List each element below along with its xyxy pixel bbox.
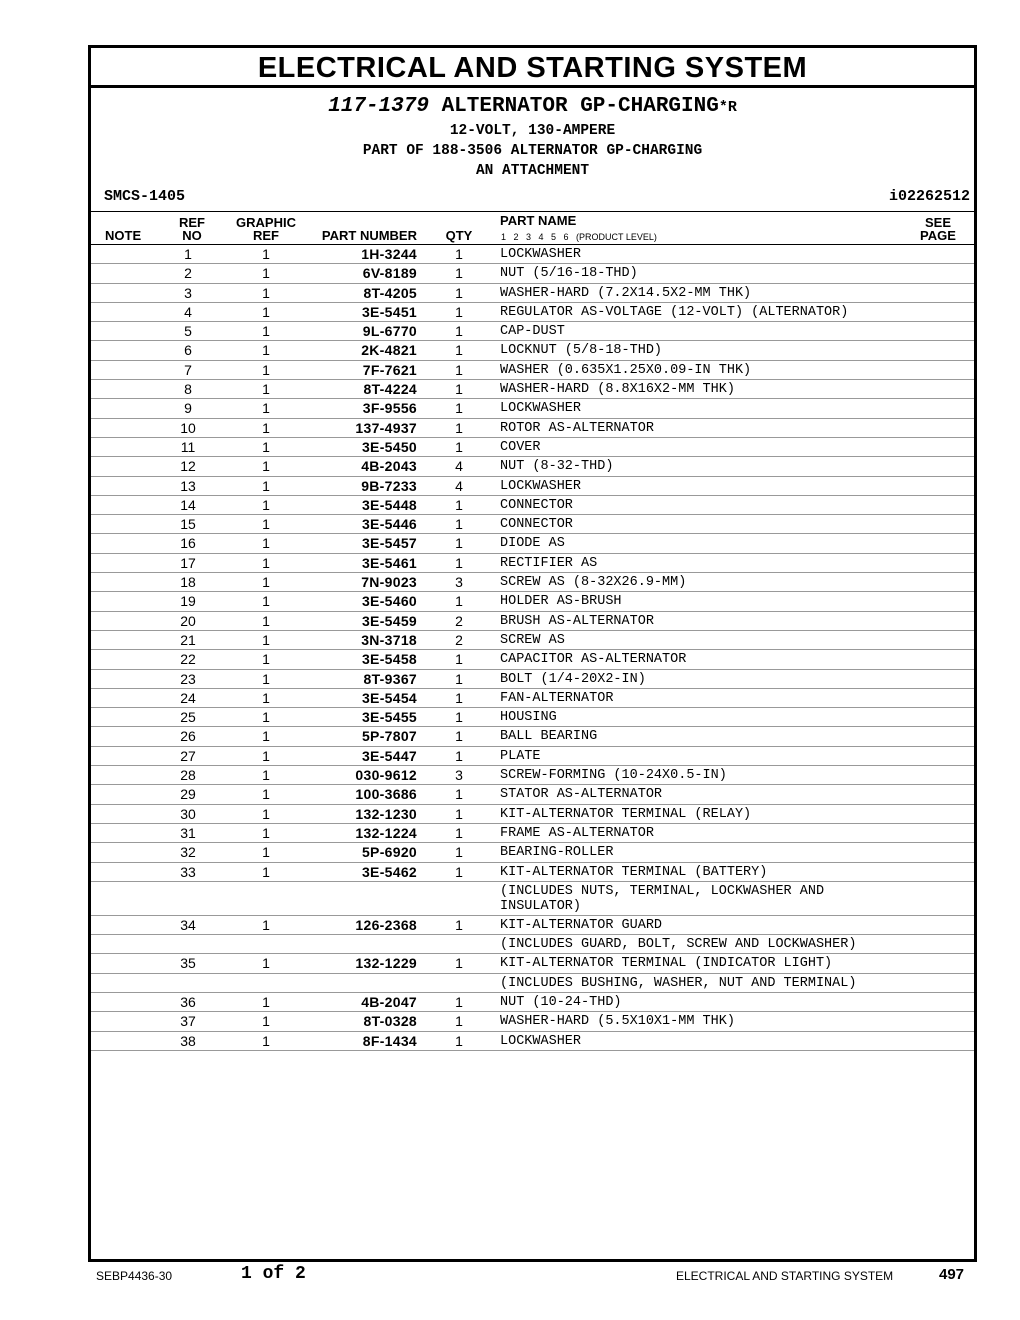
table-row	[91, 708, 974, 727]
part-name-cell: BOLT (1/4-20X2-IN)	[500, 671, 646, 687]
table-row	[91, 727, 974, 746]
part-number-cell: 126-2368	[355, 916, 417, 933]
qty-cell: 2	[455, 631, 463, 648]
ref-no-cell: 5	[184, 323, 192, 340]
graphic-ref-cell: 1	[262, 824, 270, 841]
part-number-cell: 8T-4224	[363, 381, 417, 398]
part-number-cell: 7N-9023	[361, 574, 417, 591]
qty-cell: 1	[455, 496, 463, 513]
part-name-cell: SCREW-FORMING (10-24X0.5-IN)	[500, 768, 727, 784]
col-see-header-top: SEE	[924, 215, 951, 230]
document-id: i02262512	[888, 188, 970, 205]
ref-no-cell: 14	[180, 496, 196, 513]
qty-cell: 1	[455, 535, 463, 552]
part-name-cell: LOCKWASHER	[500, 1033, 582, 1049]
section-title: ELECTRICAL AND STARTING SYSTEM	[91, 48, 974, 88]
qty-cell: 1	[455, 844, 463, 861]
part-name-cell: NUT (10-24-THD)	[500, 994, 622, 1010]
ref-no-cell: 32	[180, 844, 196, 861]
ref-no-cell: 33	[180, 863, 196, 880]
table-row	[91, 935, 974, 954]
table-row	[91, 303, 974, 322]
part-number-cell: 4B-2043	[361, 458, 417, 475]
part-name-cell: SCREW AS (8-32X26.9-MM)	[500, 575, 687, 591]
ref-no-cell: 22	[180, 651, 196, 668]
part-name-cell: NUT (8-32-THD)	[500, 459, 614, 475]
table-row	[91, 843, 974, 862]
ref-no-cell: 15	[180, 516, 196, 533]
col-part-name-header: PART NAME	[500, 213, 577, 228]
qty-cell: 4	[455, 477, 463, 494]
smcs-code: SMCS-1405	[104, 188, 186, 205]
graphic-ref-cell: 1	[262, 381, 270, 398]
table-row	[91, 399, 974, 418]
ref-no-cell: 17	[180, 554, 196, 571]
table-row	[91, 882, 974, 916]
qty-cell: 1	[455, 438, 463, 455]
table-row	[91, 573, 974, 592]
footer-page-of: 1 of 2	[241, 1264, 306, 1284]
ref-no-cell: 8	[184, 381, 192, 398]
qty-cell: 1	[455, 246, 463, 262]
ref-no-cell: 30	[180, 805, 196, 822]
qty-cell: 1	[455, 651, 463, 668]
graphic-ref-cell: 1	[262, 477, 270, 494]
table-row	[91, 1032, 974, 1051]
qty-cell: 1	[455, 400, 463, 417]
qty-cell: 1	[455, 554, 463, 571]
part-number-cell: 3E-5446	[361, 516, 417, 533]
ref-no-cell: 4	[184, 303, 192, 320]
part-name-cell: LOCKWASHER	[500, 247, 582, 262]
part-name-cell: DIODE AS	[500, 536, 565, 552]
part-name-cell: LOCKNUT (5/8-18-THD)	[500, 343, 663, 359]
graphic-ref-cell: 1	[262, 361, 270, 378]
part-name-cell: LOCKWASHER	[500, 478, 582, 494]
part-name-cell: KIT-ALTERNATOR GUARD	[500, 917, 663, 933]
group-part-number: 117-1379	[328, 95, 429, 118]
part-name-cell: KIT-ALTERNATOR TERMINAL (BATTERY)	[500, 864, 768, 880]
col-ref-header-top: REF	[179, 215, 205, 230]
table-row	[91, 974, 974, 993]
ref-no-cell: 6	[184, 342, 192, 359]
table-row	[91, 670, 974, 689]
table-row	[91, 341, 974, 360]
table-row	[91, 612, 974, 631]
part-name-cell: FAN-ALTERNATOR	[500, 690, 614, 706]
qty-cell: 2	[455, 612, 463, 629]
part-name-cell: CAPACITOR AS-ALTERNATOR	[500, 652, 687, 668]
graphic-ref-cell: 1	[262, 747, 270, 764]
table-row	[91, 592, 974, 611]
table-row	[91, 766, 974, 785]
ref-no-cell: 18	[180, 574, 196, 591]
part-number-cell: 132-1224	[355, 824, 417, 841]
part-number-cell: 132-1230	[355, 805, 417, 822]
table-row	[91, 438, 974, 457]
part-number-cell: 7F-7621	[362, 361, 417, 378]
col-part-number-header: PART NUMBER	[321, 228, 417, 243]
page-frame	[88, 45, 977, 1262]
graphic-ref-cell: 1	[262, 612, 270, 629]
graphic-ref-cell: 1	[262, 805, 270, 822]
ref-no-cell: 37	[180, 1013, 196, 1030]
part-number-cell: 3N-3718	[361, 631, 417, 648]
part-number-cell: 132-1229	[355, 955, 417, 972]
graphic-ref-cell: 1	[262, 709, 270, 726]
graphic-ref-cell: 1	[262, 516, 270, 533]
graphic-ref-cell: 1	[262, 342, 270, 359]
part-number-cell: 8T-0328	[363, 1013, 417, 1030]
ref-no-cell: 16	[180, 535, 196, 552]
col-graphic-header-bottom: REF	[253, 228, 279, 243]
qty-cell: 1	[455, 284, 463, 301]
qty-cell: 4	[455, 458, 463, 475]
table-row	[91, 322, 974, 341]
part-name-cell: REGULATOR AS-VOLTAGE (12-VOLT) (ALTERNATOR)	[500, 304, 849, 320]
ref-no-cell: 34	[180, 916, 196, 933]
qty-cell: 1	[455, 419, 463, 436]
graphic-ref-cell: 1	[262, 863, 270, 880]
col-graphic-header-top: GRAPHIC	[236, 215, 296, 230]
part-name-cell: PLATE	[500, 748, 541, 764]
part-name-cell: BRUSH AS-ALTERNATOR	[500, 613, 654, 629]
part-name-cell: CONNECTOR	[500, 497, 573, 513]
part-name-cell: LOCKWASHER	[500, 401, 582, 417]
product-level-header: 1 2 3 4 5 6 (PRODUCT LEVEL)	[501, 232, 657, 242]
graphic-ref-cell: 1	[262, 955, 270, 972]
part-number-cell: 3E-5451	[361, 303, 417, 320]
header-top-rule	[91, 211, 974, 212]
part-name-cell: BALL BEARING	[500, 729, 598, 745]
ref-no-cell: 19	[180, 593, 196, 610]
group-name: ALTERNATOR GP-CHARGING	[441, 95, 719, 118]
part-number-cell: 3E-5450	[361, 438, 417, 455]
graphic-ref-cell: 1	[262, 1032, 270, 1049]
ref-no-cell: 28	[180, 767, 196, 784]
graphic-ref-cell: 1	[262, 419, 270, 436]
qty-cell: 1	[455, 728, 463, 745]
ref-no-cell: 24	[180, 689, 196, 706]
qty-cell: 1	[455, 593, 463, 610]
part-name-cell: COVER	[500, 439, 541, 455]
ref-no-cell: 2	[184, 265, 192, 282]
table-row	[91, 515, 974, 534]
qty-cell: 1	[455, 993, 463, 1010]
graphic-ref-cell: 1	[262, 400, 270, 417]
graphic-ref-cell: 1	[262, 767, 270, 784]
graphic-ref-cell: 1	[262, 496, 270, 513]
ref-no-cell: 20	[180, 612, 196, 629]
qty-cell: 1	[455, 342, 463, 359]
part-number-cell: 3E-5462	[361, 863, 417, 880]
part-number-cell: 3E-5458	[361, 651, 417, 668]
group-subtitle-1: 12-VOLT, 130-AMPERE	[449, 123, 616, 139]
qty-cell: 1	[455, 361, 463, 378]
qty-cell: 1	[455, 955, 463, 972]
table-row	[91, 785, 974, 804]
ref-no-cell: 3	[184, 284, 192, 301]
table-row	[91, 916, 974, 935]
ref-no-cell: 26	[180, 728, 196, 745]
graphic-ref-cell: 1	[262, 458, 270, 475]
graphic-ref-cell: 1	[262, 246, 270, 262]
ref-no-cell: 10	[180, 419, 196, 436]
qty-cell: 1	[455, 265, 463, 282]
table-row	[91, 1012, 974, 1031]
part-number-cell: 3E-5455	[361, 709, 417, 726]
qty-cell: 1	[455, 916, 463, 933]
graphic-ref-cell: 1	[262, 535, 270, 552]
qty-cell: 1	[455, 303, 463, 320]
table-row	[91, 496, 974, 515]
part-number-cell: 3E-5454	[361, 689, 417, 706]
part-name-cell: SCREW AS	[500, 632, 565, 648]
part-name-cell: KIT-ALTERNATOR TERMINAL (INDICATOR LIGHT)	[500, 956, 833, 972]
qty-cell: 3	[455, 767, 463, 784]
part-name-cell: BEARING-ROLLER	[500, 845, 614, 861]
qty-cell: 1	[455, 863, 463, 880]
footer-section: ELECTRICAL AND STARTING SYSTEM	[676, 1269, 894, 1283]
part-number-cell: 6V-8189	[362, 265, 417, 282]
qty-cell: 3	[455, 574, 463, 591]
graphic-ref-cell: 1	[262, 554, 270, 571]
ref-no-cell: 23	[180, 670, 196, 687]
graphic-ref-cell: 1	[262, 593, 270, 610]
group-title	[91, 94, 974, 121]
part-name-cell: WASHER (0.635X1.25X0.09-IN THK)	[500, 362, 752, 378]
part-number-cell: 3E-5460	[361, 593, 417, 610]
graphic-ref-cell: 1	[262, 844, 270, 861]
group-subtitle-3: AN ATTACHMENT	[475, 163, 590, 179]
part-name-cell: HOLDER AS-BRUSH	[500, 594, 622, 610]
col-ref-header-bottom: NO	[182, 228, 202, 243]
ref-no-cell: 21	[180, 631, 196, 648]
col-note-header: NOTE	[105, 228, 142, 243]
part-number-cell: 030-9612	[355, 767, 417, 784]
part-number-cell: 3E-5447	[361, 747, 417, 764]
part-name-cell: KIT-ALTERNATOR TERMINAL (RELAY)	[500, 806, 752, 822]
part-number-cell: 9L-6770	[362, 323, 417, 340]
part-number-cell: 3E-5461	[361, 554, 417, 571]
qty-cell: 1	[455, 1032, 463, 1049]
graphic-ref-cell: 1	[262, 651, 270, 668]
col-see-header-bottom: PAGE	[920, 228, 956, 243]
part-name-cell: WASHER-HARD (7.2X14.5X2-MM THK)	[500, 285, 752, 301]
footer-page-number: 497	[939, 1266, 965, 1283]
part-number-cell: 3E-5459	[361, 612, 417, 629]
graphic-ref-cell: 1	[262, 574, 270, 591]
qty-cell: 1	[455, 381, 463, 398]
table-row	[91, 863, 974, 882]
graphic-ref-cell: 1	[262, 916, 270, 933]
qty-cell: 1	[455, 747, 463, 764]
qty-cell: 1	[455, 709, 463, 726]
parts-table	[91, 245, 974, 1051]
part-number-cell: 1H-3244	[361, 246, 417, 262]
part-number-cell: 4B-2047	[361, 993, 417, 1010]
group-suffix: *R	[718, 99, 737, 116]
table-row	[91, 284, 974, 303]
graphic-ref-cell: 1	[262, 265, 270, 282]
graphic-ref-cell: 1	[262, 284, 270, 301]
qty-cell: 1	[455, 1013, 463, 1030]
table-row	[91, 824, 974, 843]
ref-no-cell: 35	[180, 955, 196, 972]
part-name-cell: CAP-DUST	[500, 324, 565, 340]
part-name-cell: (INCLUDES GUARD, BOLT, SCREW AND LOCKWASHER)	[500, 937, 857, 953]
graphic-ref-cell: 1	[262, 670, 270, 687]
table-row	[91, 419, 974, 438]
qty-cell: 1	[455, 670, 463, 687]
part-number-cell: 5P-6920	[361, 844, 417, 861]
graphic-ref-cell: 1	[262, 1013, 270, 1030]
qty-cell: 1	[455, 805, 463, 822]
table-row	[91, 245, 974, 264]
group-subtitle-2: PART OF 188-3506 ALTERNATOR GP-CHARGING	[362, 143, 703, 159]
ref-no-cell: 29	[180, 786, 196, 803]
part-name-cell: STATOR AS-ALTERNATOR	[500, 787, 663, 803]
ref-no-cell: 11	[180, 438, 196, 455]
part-number-cell: 3E-5457	[361, 535, 417, 552]
ref-no-cell: 25	[180, 709, 196, 726]
part-name-cell: (INCLUDES NUTS, TERMINAL, LOCKWASHER AND INSULATOR)	[500, 883, 825, 914]
qty-cell: 1	[455, 689, 463, 706]
part-name-cell: HOUSING	[500, 710, 557, 726]
qty-cell: 1	[455, 516, 463, 533]
ref-no-cell: 27	[180, 747, 196, 764]
part-name-cell: RECTIFIER AS	[500, 555, 598, 571]
table-row	[91, 993, 974, 1012]
part-name-cell: (INCLUDES BUSHING, WASHER, NUT AND TERMINAL)	[500, 975, 857, 991]
ref-no-cell: 36	[180, 993, 196, 1010]
qty-cell: 1	[455, 824, 463, 841]
part-number-cell: 3F-9556	[362, 400, 417, 417]
graphic-ref-cell: 1	[262, 689, 270, 706]
ref-no-cell: 31	[180, 824, 196, 841]
table-row	[91, 264, 974, 283]
graphic-ref-cell: 1	[262, 993, 270, 1010]
table-row	[91, 650, 974, 669]
footer-doc-number: SEBP4436-30	[96, 1269, 173, 1283]
part-name-cell: CONNECTOR	[500, 517, 573, 533]
part-name-cell: NUT (5/16-18-THD)	[500, 266, 638, 282]
table-row	[91, 380, 974, 399]
part-number-cell: 9B-7233	[361, 477, 417, 494]
graphic-ref-cell: 1	[262, 438, 270, 455]
ref-no-cell: 1	[184, 246, 192, 262]
part-number-cell: 8F-1434	[362, 1032, 417, 1049]
part-number-cell: 3E-5448	[361, 496, 417, 513]
part-number-cell: 8T-4205	[363, 284, 417, 301]
table-row	[91, 361, 974, 380]
table-row	[91, 631, 974, 650]
graphic-ref-cell: 1	[262, 786, 270, 803]
qty-cell: 1	[455, 323, 463, 340]
ref-no-cell: 12	[180, 458, 196, 475]
part-number-cell: 137-4937	[355, 419, 417, 436]
table-row	[91, 805, 974, 824]
ref-no-cell: 9	[184, 400, 192, 417]
graphic-ref-cell: 1	[262, 728, 270, 745]
qty-cell: 1	[455, 786, 463, 803]
table-row	[91, 477, 974, 496]
part-number-cell: 2K-4821	[361, 342, 417, 359]
table-row	[91, 457, 974, 476]
part-number-cell: 5P-7807	[361, 728, 417, 745]
graphic-ref-cell: 1	[262, 631, 270, 648]
table-row	[91, 954, 974, 973]
ref-no-cell: 13	[180, 477, 196, 494]
part-number-cell: 8T-9367	[363, 670, 417, 687]
part-name-cell: ROTOR AS-ALTERNATOR	[500, 420, 654, 436]
ref-no-cell: 7	[184, 361, 192, 378]
part-name-cell: WASHER-HARD (5.5X10X1-MM THK)	[500, 1014, 735, 1030]
table-row	[91, 534, 974, 553]
table-row	[91, 554, 974, 573]
graphic-ref-cell: 1	[262, 303, 270, 320]
part-number-cell: 100-3686	[355, 786, 417, 803]
graphic-ref-cell: 1	[262, 323, 270, 340]
part-name-cell: FRAME AS-ALTERNATOR	[500, 825, 654, 841]
table-row	[91, 747, 974, 766]
ref-no-cell: 38	[180, 1032, 196, 1049]
table-row	[91, 689, 974, 708]
col-qty-header: QTY	[445, 228, 473, 243]
part-name-cell: WASHER-HARD (8.8X16X2-MM THK)	[500, 382, 735, 398]
